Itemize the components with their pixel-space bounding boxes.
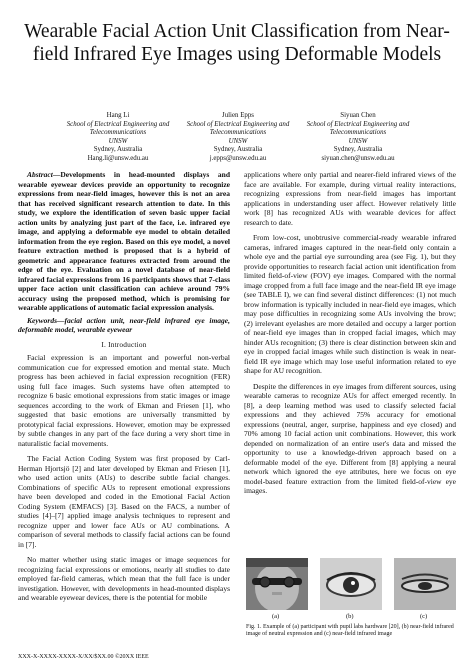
- figure-label-a: (a): [272, 613, 280, 620]
- author-dept: School of Electrical Engineering and Telecommunications: [66, 120, 170, 137]
- paper-title: Wearable Facial Action Unit Classification from Near-field Infrared Eye Images using Deformable Models: [24, 21, 450, 65]
- author-dept: School of Electrical Engineering and Telecommunications: [186, 120, 290, 137]
- abstract-text: —Developments in head-mounted displays and wearable eyewear devices provide an opportunity to recognize expressions from near-field images, however this is not an area that has received significant research attention to date. In this study, we explore the identification of seven basic upper facial action units by analyzing just part of the face, i.e. infrared eye image, and applying a deformable eye model to obtain detailed information from the eye region. Based on this eye model, a novel feature extraction method is proposed that is a hybrid of geometric and appearance features extracted from around the edge of the eye. Evaluation on a novel database of near-field infrared facial expressions from 16 participants shows that 7-class upper face action unit classification can achieve around 79% accuracy using the proposed method, which is promising for wearable applications of automatic facial expression analysis.: [18, 170, 230, 312]
- author-block-1: [48, 112, 188, 164]
- section-heading: I. Introduction: [101, 339, 147, 349]
- figure-label-b: (b): [346, 613, 354, 620]
- author-city: Sydney, Australia: [213, 146, 263, 154]
- author-email: j.epps@unsw.edu.au: [209, 154, 267, 162]
- author-city: Sydney, Australia: [333, 146, 383, 154]
- author-name: Julien Epps: [222, 112, 254, 119]
- author-dept: School of Electrical Engineering and Telecommunications: [306, 120, 410, 137]
- abstract-lead: Abstract: [27, 170, 53, 179]
- abstract: [18, 170, 230, 313]
- paragraph: From low-cost, unobtrusive commercial-ready wearable infrared cameras, infrared images captured in the near-field only contain a whole eye and the partial eye surrounding area (see Fig. 1), but they provide opportunities to research facial action unit identification from limited field-of-view (FOV) eye images. Compared with the normal image cropped from a full face image and the near-field IR eye image (see TABLE I), we can find several distinct differences: (1) not much brow information is typically included in near-field eye images, which may pose difficulties in recognizing some AUs involving the brow; (2) irrelevant eyelashes are more detailed and occupy a larger portion of near-field eye images than in cropped facial images, which may hinder AUs recognition; (3) there is clear distinction between skin and eye in cropped facial images while such distinction is weak in near-field IR eye image which may lose useful information related to eye shape for AU recognition.: [244, 233, 456, 375]
- author-email: siyuan.chen@unsw.edu.au: [321, 154, 395, 162]
- footer-copyright: XXX-X-XXXX-XXXX-X/XX/$XX.00 ©20XX IEEE: [18, 654, 149, 660]
- keywords-lead: Keywords: [27, 315, 57, 325]
- right-column: [244, 170, 456, 496]
- keywords-text: —facial action unit, near-field infrared eye image, deformable model, wearable eyewear: [18, 315, 230, 334]
- figure-photo-participant: [246, 558, 308, 610]
- paragraph: Despite the differences in eye images from different sources, using wearable cameras to recognize AUs for affect emerged recently. In [8], a deep learning method was used to classify selected facial expressions and they achieved 75% accuracy for emotional expressions (neutral, anger, surprise, happiness and eye closed) and 70% among 10 facial action unit combinations. However, this work depended on normalization of an entire user's data and missed the opportunity to use a knowledge-driven approach based on a deformable model of the eye. Different from [8] applying a neural network which ignored the eye attributes, here we focus on eye model-based feature extraction from the limited field-of-view eye images.: [244, 381, 456, 495]
- figure-label-c: (c): [420, 613, 428, 620]
- author-city: Sydney, Australia: [93, 146, 143, 154]
- author-email: Hang.li@unsw.edu.au: [87, 154, 149, 162]
- author-name: Hang Li: [106, 112, 130, 119]
- left-column: [18, 170, 230, 603]
- paragraph: applications where only partial and nearer-field infrared views of the face are available. For example, during virtual reality interactions, recognizing expressions from near-field images has important applications in understanding user affect. However relatively little work [8] has recognized AUs with wearable devices for affect research to date.: [244, 170, 456, 227]
- keywords: [18, 316, 230, 335]
- author-institution: UNSW: [108, 137, 128, 145]
- figure-ir-neutral: [320, 558, 382, 610]
- author-institution: UNSW: [348, 137, 368, 145]
- paragraph: The Facial Action Coding System was first proposed by Carl-Herman Hjortsjö [2] and later developed by Ekman and Friesen [1], who used action units (AUs) to describe subtle facial changes. Combinations of specific AUs to represent emotional expressions have been developed and coded in the Emotional Facial Action Coding System (EMFACS) [3]. Based on the FACS, a number of studies [4]–[7] applied image analysis techniques to represent and recognize upper and lower face AUs or AU combinations. A comparison of several methods to classify facial actions can be found in [7].: [18, 454, 230, 549]
- figure-ir-expression: [394, 558, 456, 610]
- author-block-2: [168, 112, 308, 164]
- paragraph: Facial expression is an important and powerful non-verbal communication cue for expressed emotion and mental state. Much progress has been achieved in facial expression recognition (FER) using full face images. Such systems have often attempted to recognize 6 basic emotional expressions from static images or image sequences according to the work of Ekman and Friesen [1], who suggested that basic emotions are universally transmitted by prototypical facial expressions. However, emotion may be expressed by subtle changes in any part of the face during a very short time in naturalistic facial movements.: [18, 353, 230, 448]
- paragraph: No matter whether using static images or image sequences for recognizing facial expressions or emotions, nearly all studies to date employed far-field cameras, which mean that the full face is under investigation. However, with developments in head-mounted displays and wearable eyewear devices, there is the potential for mobile: [18, 555, 230, 602]
- author-name: Siyuan Chen: [340, 112, 376, 119]
- author-block-3: [288, 112, 428, 164]
- figure-caption: Fig. 1. Example of (a) participant with pupil labs hardware [20], (b) near-field infrared image of neutral expression and (c) near-field infrared image: [246, 624, 454, 638]
- author-institution: UNSW: [228, 137, 248, 145]
